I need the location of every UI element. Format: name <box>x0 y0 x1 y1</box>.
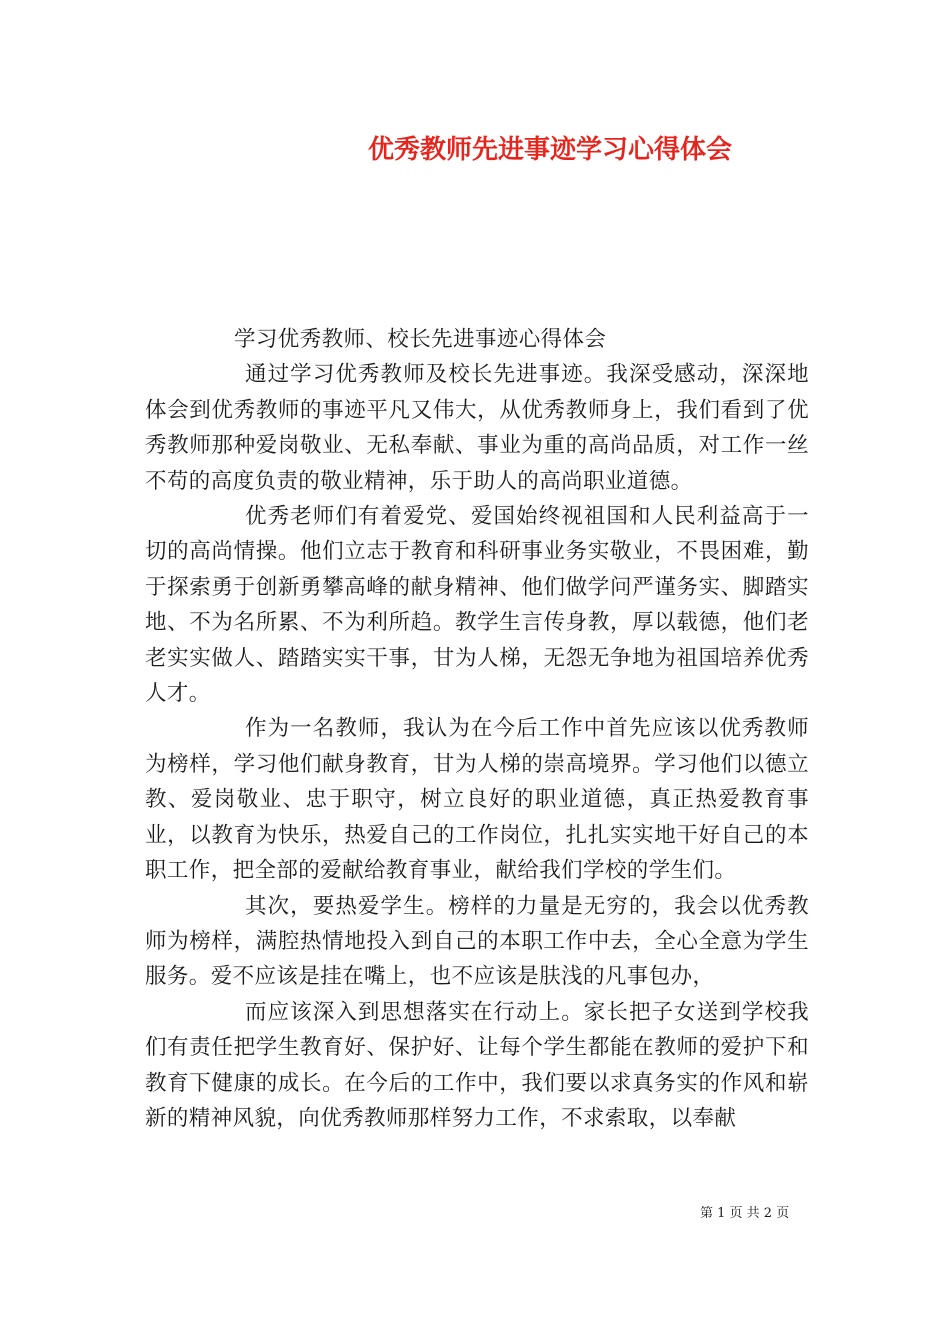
paragraph-2: 优秀老师们有着爱党、爱国始终视祖国和人民利益高于一切的高尚情操。他们立志于教育和科研事业务实敬业，不畏困难，勤于探索勇于创新勇攀高峰的献身精神、他们做学问严谨务实、脚踏实地、不为名所累、不为利所趋。教学生言传身教，厚以载德，他们老老实实做人、踏踏实实干事，甘为人梯，无怨无争地为祖国培养优秀人才。 <box>145 504 809 707</box>
paragraph-5: 而应该深入到思想落实在行动上。家长把子女送到学校我们有责任把学生教育好、保护好、让每个学生都能在教师的爱护下和教育下健康的成长。在今后的工作中，我们要以求真务实的作风和崭新的精神风貌，向优秀教师那样努力工作，不求索取，以奉献 <box>145 999 809 1131</box>
paragraph-3: 作为一名教师，我认为在今后工作中首先应该以优秀教师为榜样，学习他们献身教育，甘为人梯的崇高境界。学习他们以德立教、爱岗敬业、忠于职守，树立良好的职业道德，真正热爱教育事业，以教育为快乐，热爱自己的工作岗位，扎扎实实地干好自己的本职工作，把全部的爱献给教育事业，献给我们学校的学生们。 <box>145 716 809 884</box>
paragraph-1: 通过学习优秀教师及校长先进事迹。我深受感动，深深地体会到优秀教师的事迹平凡又伟大，从优秀教师身上，我们看到了优秀教师那种爱岗敬业、无私奉献、事业为重的高尚品质，对工作一丝不苟的高度负责的敬业精神，乐于助人的高尚职业道德。 <box>145 362 809 494</box>
document-title: 优秀教师先进事迹学习心得体会 <box>367 135 732 165</box>
document-body <box>145 322 809 1136</box>
page-number-footer: 第 1 页 共 2 页 <box>700 1206 790 1221</box>
paragraph-4: 其次，要热爱学生。榜样的力量是无穷的，我会以优秀教师为榜样，满腔热情地投入到自己的本职工作中去，全心全意为学生服务。爱不应该是挂在嘴上，也不应该是肤浅的凡事包办， <box>145 893 809 990</box>
document-subtitle: 学习优秀教师、校长先进事迹心得体会 <box>234 327 607 352</box>
